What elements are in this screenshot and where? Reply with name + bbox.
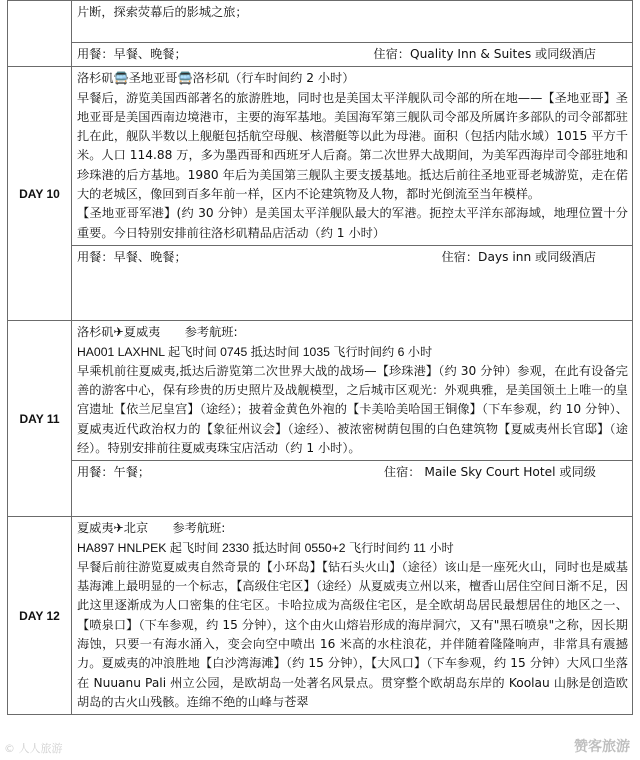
day-label: DAY 11 <box>8 321 72 517</box>
itinerary-row-day10 <box>8 67 633 321</box>
day-content <box>72 321 633 517</box>
watermark-right: 赞客旅游 <box>574 739 630 755</box>
meal-hotel-line <box>72 245 632 269</box>
paragraph: 片断，探索荧幕后的影城之旅； <box>77 5 248 19</box>
day-description <box>72 321 632 460</box>
paragraph: 早乘机前往夏威夷,抵达后游览第二次世界大战的战场—【珍珠港】（约 30 分钟）参观，在此有设备完善的游客中心，保有珍贵的历史照片及战舰模型，之后城市区观光：外观典雅，是美国领土上唯一的皇宫遗址【依兰尼皇宫】（途经）；披着金黄色外袍的【卡美哈美哈国王铜像】（下车参观，约 10 分钟）、夏威夷近代政治权力的【象征州议会】（途经）、被浓密树荫包围的白色建筑物【夏威夷州长官邸】（途经）。特别安排前往夏威夷珠宝店活动（约 1 小时）。 <box>77 363 628 456</box>
day-label: DAY 10 <box>8 67 72 321</box>
route-line: 夏威夷✈北京 参考航班: <box>77 521 226 536</box>
itinerary-row-day12 <box>8 517 633 715</box>
paragraph: 早餐后前往游览夏威夷自然奇景的【小环岛】【钻石头火山】（途径）该山是一座死火山，同时也是威基基海滩上最明显的一个标志，【高级住宅区】（途经）从夏威夷立州以来，檀香山居住空间日渐不足，因此这里逐渐成为人口密集的住宅区。卡哈拉成为高级住宅区，是全欧胡岛居民最想居住的地区之一、【喷泉口】（下车参观，约 15 分钟），这个由火山熔岩形成的海岸洞穴，又有"黑石喷泉"之称，因长期海蚀，只要一有海水涌入，变会向空中喷出 16 米高的水柱浪花，并伴随着隆隆响声，非常具有震撼力。夏威夷的冲浪胜地【白沙湾海滩】（约 15 分钟），【大风口】（下车参观，约 15 分钟）大风口坐落在 Nuuanu Pali 州立公园，是欧胡岛一处著名风景点。贯穿整个欧胡岛东岸的 Koolau 山脉是创造欧胡岛的古火山残骸。连绵不绝的山峰与苍翠 <box>77 559 628 709</box>
day-label <box>8 1 72 67</box>
paragraph: 早餐后，游览美国西部著名的旅游胜地，同时也是美国太平洋舰队司令部的所在地——【圣地亚哥】圣地亚哥是美国西南边境港市，主要的海军基地。美国海军第三舰队司令部及所属许多部队的司令部都驻扎在此，舰队半数以上舰艇包括航空母舰、核潜艇等以此为母港。面积（包括内陆水域）1015 平方千米。人口 114.88 万，多为墨西哥和西班牙人后裔。第二次世界大战期间，为美军西海岸司令部驻地和珍珠港的后方基地。1980 年后为美国第三舰队主要支援基地。抵达后前往圣地亚哥老城游览，走在偌大的老城区，像回到百多年前一样，区内不论建筑物及人物，都时光倒流至当年模样。 <box>77 90 628 202</box>
day-label: DAY 12 <box>8 517 72 715</box>
day-content <box>72 517 633 715</box>
hotel-label: 住宿：Quality Inn & Suites 或同级酒店 <box>373 47 596 62</box>
itinerary-row-day11 <box>8 321 633 517</box>
meal-hotel-line <box>72 460 632 484</box>
day-description <box>72 517 632 714</box>
meal-label: 用餐：午餐； <box>77 465 151 480</box>
flight-line: HA001 LAXHNL 起飞时间 0745 抵达时间 1035 飞行时间约 6 小时 <box>77 344 433 359</box>
hotel-label: 住宿：Days inn 或同级酒店 <box>441 249 596 264</box>
itinerary-table <box>7 0 633 715</box>
paragraph: 【圣地亚哥军港】(约 30 分钟）是美国太平洋舰队最大的军港。扼控太平洋东部海域，地理位置十分重要。今日特别安排前往洛杉矶精品店活动（约 1 小时） <box>77 206 628 240</box>
meal-hotel-line <box>72 42 632 66</box>
watermark-left: © 人人旅游 <box>4 742 63 755</box>
route-line: 洛杉矶🚍圣地亚哥🚍洛杉矶（行车时间约 2 小时） <box>77 71 355 86</box>
meal-label: 用餐：早餐、晚餐； <box>77 249 187 264</box>
route-line: 洛杉矶✈夏威夷 参考航班: <box>77 325 238 340</box>
day-content <box>72 1 633 67</box>
day-description <box>72 1 632 24</box>
flight-line: HA897 HNLPEK 起飞时间 2330 抵达时间 0550+2 飞行时间约 11 小时 <box>77 540 454 555</box>
day-description <box>72 67 632 245</box>
day-content <box>72 67 633 321</box>
meal-label: 用餐：早餐、晚餐； <box>77 47 187 62</box>
hotel-label: 住宿： Maile Sky Court Hotel 或同级 <box>383 465 596 480</box>
itinerary-row-day9-end <box>8 1 633 67</box>
